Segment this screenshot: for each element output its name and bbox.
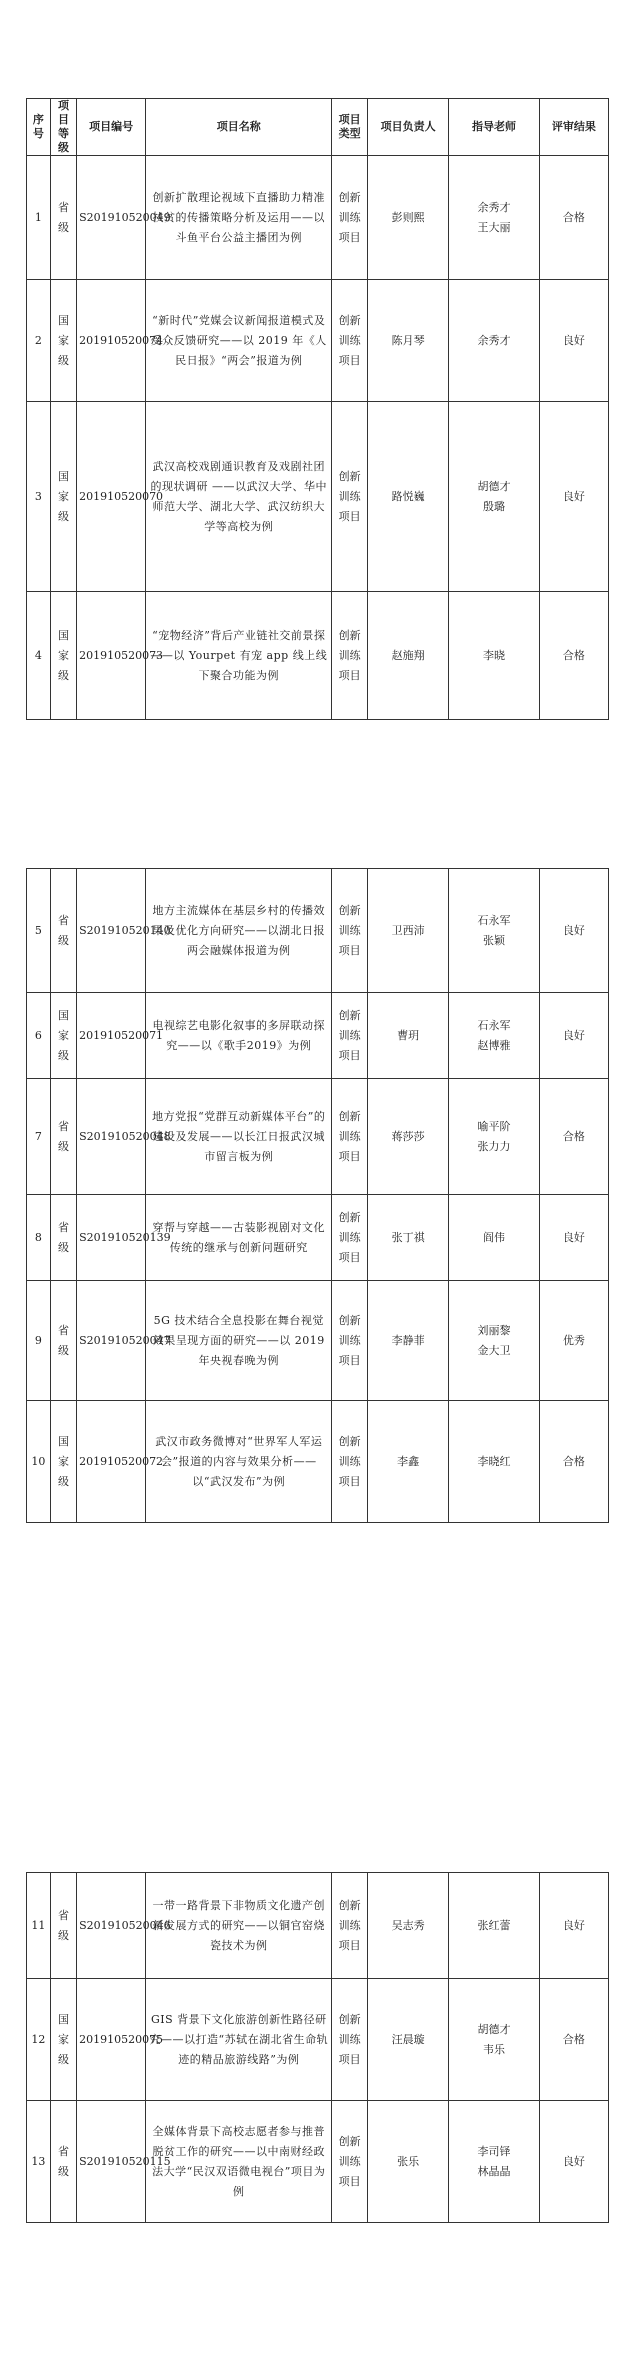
header-level: 项目等级 xyxy=(50,99,76,156)
row-result: 良好 xyxy=(539,869,608,993)
row-advisor: 金大卫 xyxy=(477,1343,511,1357)
row-leader: 汪晨璇 xyxy=(368,1979,449,2101)
row-no: 6 xyxy=(27,993,51,1079)
row-type: 创新训练项目 xyxy=(338,1109,361,1163)
row-level: 国家级 xyxy=(57,313,69,367)
row-no: 10 xyxy=(27,1401,51,1523)
row-type: 创新训练项目 xyxy=(338,469,361,523)
row-level: 省级 xyxy=(57,1323,69,1357)
row-code: S201910520115 xyxy=(77,2101,146,2223)
row-type: 创新训练项目 xyxy=(338,1008,361,1062)
row-name: 穿帮与穿越——古装影视剧对文化传统的继承与创新问题研究 xyxy=(146,1195,332,1281)
table-row xyxy=(27,592,609,720)
row-code: S201910520048 xyxy=(77,1079,146,1195)
row-level: 国家级 xyxy=(57,469,69,523)
row-advisor: 李晓红 xyxy=(477,1454,511,1468)
table-row xyxy=(27,869,609,993)
row-code: 201910520070 xyxy=(77,402,146,592)
row-type: 创新训练项目 xyxy=(338,1434,361,1488)
row-level: 省级 xyxy=(57,200,69,234)
row-result: 合格 xyxy=(539,1401,608,1523)
row-level: 国家级 xyxy=(57,2012,69,2066)
header-result: 评审结果 xyxy=(539,99,608,156)
row-advisor: 阎伟 xyxy=(482,1230,505,1244)
row-type: 创新训练项目 xyxy=(338,313,361,367)
row-result: 合格 xyxy=(539,592,608,720)
row-no: 11 xyxy=(27,1873,51,1979)
row-name: “新时代”党媒会议新闻报道模式及受众反馈研究——以 2019 年《人民日报》“两会”报道为例 xyxy=(146,280,332,402)
row-leader: 彭则熙 xyxy=(368,156,449,280)
row-advisor: 石永军 xyxy=(477,1018,511,1032)
table-row xyxy=(27,156,609,280)
row-code: 201910520071 xyxy=(77,993,146,1079)
row-no: 4 xyxy=(27,592,51,720)
table-row xyxy=(27,1979,609,2101)
row-level: 省级 xyxy=(57,913,69,947)
row-leader: 陈月琴 xyxy=(368,280,449,402)
table-row xyxy=(27,1195,609,1281)
table-row xyxy=(27,2101,609,2223)
table-row xyxy=(27,1873,609,1979)
row-name: 地方党报“党群互动新媒体平台”的建设及发展——以长江日报武汉城市留言板为例 xyxy=(146,1079,332,1195)
row-advisor: 张颖 xyxy=(482,933,505,947)
row-name: 电视综艺电影化叙事的多屏联动探究——以《歌手2019》为例 xyxy=(146,993,332,1079)
row-leader: 赵施翔 xyxy=(368,592,449,720)
header-no: 序号 xyxy=(27,99,51,156)
row-advisor: 余秀才 xyxy=(477,200,511,214)
row-type: 创新训练项目 xyxy=(338,1210,361,1264)
header-type: 项目类型 xyxy=(332,99,368,156)
row-advisor: 林晶晶 xyxy=(477,2164,511,2178)
row-name: 5G 技术结合全息投影在舞台视觉效果呈现方面的研究——以 2019 年央视春晚为例 xyxy=(146,1281,332,1401)
row-code: 201910520075 xyxy=(77,1979,146,2101)
row-code: 201910520074 xyxy=(77,280,146,402)
row-advisor: 李司铎 xyxy=(477,2144,511,2158)
row-name: 全媒体背景下高校志愿者参与推普脱贫工作的研究——以中南财经政法大学“民汉双语微电视台”项目为例 xyxy=(146,2101,332,2223)
row-code: S201910520046 xyxy=(77,1873,146,1979)
row-advisor: 石永军 xyxy=(477,913,511,927)
row-leader: 曹玥 xyxy=(368,993,449,1079)
row-advisor: 喻平阶 xyxy=(477,1119,511,1133)
row-result: 合格 xyxy=(539,156,608,280)
row-no: 9 xyxy=(27,1281,51,1401)
row-name: 一带一路背景下非物质文化遗产创新发展方式的研究——以铜官窑烧瓷技术为例 xyxy=(146,1873,332,1979)
row-leader: 张乐 xyxy=(368,2101,449,2223)
row-result: 良好 xyxy=(539,280,608,402)
table-row xyxy=(27,993,609,1079)
row-result: 合格 xyxy=(539,1079,608,1195)
row-level: 省级 xyxy=(57,1908,69,1942)
row-result: 良好 xyxy=(539,1195,608,1281)
row-advisor: 王大丽 xyxy=(477,220,511,234)
row-name: 武汉市政务微博对“世界军人军运会”报道的内容与效果分析——以“武汉发布”为例 xyxy=(146,1401,332,1523)
row-leader: 李鑫 xyxy=(368,1401,449,1523)
header-code: 项目编号 xyxy=(77,99,146,156)
table-row xyxy=(27,402,609,592)
row-name: “宠物经济”背后产业链社交前景探 ——以 Yourpet 有宠 app 线上线下聚合功能为例 xyxy=(146,592,332,720)
row-no: 5 xyxy=(27,869,51,993)
row-level: 国家级 xyxy=(57,628,69,682)
projects-table-page-2 xyxy=(26,868,609,1523)
projects-table-page-1 xyxy=(26,98,609,720)
row-advisor: 张力力 xyxy=(477,1139,511,1153)
projects-table-page-3 xyxy=(26,1872,609,2223)
row-type: 创新训练项目 xyxy=(338,2134,361,2188)
row-no: 7 xyxy=(27,1079,51,1195)
row-type: 创新训练项目 xyxy=(338,1313,361,1367)
row-level: 省级 xyxy=(57,1220,69,1254)
row-no: 2 xyxy=(27,280,51,402)
row-no: 13 xyxy=(27,2101,51,2223)
row-advisor: 李晓 xyxy=(482,648,505,662)
row-advisor: 张红蕾 xyxy=(477,1918,511,1932)
header-row xyxy=(27,99,609,156)
row-no: 12 xyxy=(27,1979,51,2101)
row-advisor: 刘丽黎 xyxy=(477,1323,511,1337)
row-result: 良好 xyxy=(539,1873,608,1979)
table-row xyxy=(27,1079,609,1195)
row-leader: 张丁祺 xyxy=(368,1195,449,1281)
header-name: 项目名称 xyxy=(146,99,332,156)
row-leader: 蒋莎莎 xyxy=(368,1079,449,1195)
row-result: 合格 xyxy=(539,1979,608,2101)
row-leader: 路悦巍 xyxy=(368,402,449,592)
row-result: 良好 xyxy=(539,2101,608,2223)
header-advisor: 指导老师 xyxy=(449,99,540,156)
row-level: 国家级 xyxy=(57,1434,69,1488)
row-code: 201910520072 xyxy=(77,1401,146,1523)
table-row xyxy=(27,1281,609,1401)
row-code: S201910520049 xyxy=(77,156,146,280)
row-type: 创新训练项目 xyxy=(338,190,361,244)
row-advisor: 赵博雅 xyxy=(477,1038,511,1052)
row-name: 创新扩散理论视域下直播助力精准扶贫的传播策略分析及运用——以斗鱼平台公益主播团为例 xyxy=(146,156,332,280)
row-no: 1 xyxy=(27,156,51,280)
row-leader: 李静菲 xyxy=(368,1281,449,1401)
row-result: 优秀 xyxy=(539,1281,608,1401)
row-leader: 卫西沛 xyxy=(368,869,449,993)
row-advisor: 胡德才 xyxy=(477,479,511,493)
row-advisor: 韦乐 xyxy=(482,2042,505,2056)
table-row xyxy=(27,1401,609,1523)
row-name: GIS 背景下文化旅游创新性路径研究——以打造“苏轼在湖北省生命轨迹的精品旅游线路”为例 xyxy=(146,1979,332,2101)
row-code: S201910520047 xyxy=(77,1281,146,1401)
header-leader: 项目负责人 xyxy=(368,99,449,156)
row-no: 8 xyxy=(27,1195,51,1281)
row-type: 创新训练项目 xyxy=(338,903,361,957)
row-result: 良好 xyxy=(539,993,608,1079)
row-code: S201910520139 xyxy=(77,1195,146,1281)
row-level: 省级 xyxy=(57,1119,69,1153)
row-advisor: 余秀才 xyxy=(477,333,511,347)
row-name: 武汉高校戏剧通识教育及戏剧社团的现状调研 ——以武汉大学、华中师范大学、湖北大学、武汉纺织大学等高校为例 xyxy=(146,402,332,592)
row-leader: 吴志秀 xyxy=(368,1873,449,1979)
row-advisor: 殷璐 xyxy=(482,499,505,513)
table-row xyxy=(27,280,609,402)
row-type: 创新训练项目 xyxy=(338,628,361,682)
row-advisor: 胡德才 xyxy=(477,2022,511,2036)
row-code: S201910520140 xyxy=(77,869,146,993)
row-type: 创新训练项目 xyxy=(338,1898,361,1952)
row-level: 省级 xyxy=(57,2144,69,2178)
row-level: 国家级 xyxy=(57,1008,69,1062)
row-no: 3 xyxy=(27,402,51,592)
row-code: 201910520073 xyxy=(77,592,146,720)
row-result: 良好 xyxy=(539,402,608,592)
row-name: 地方主流媒体在基层乡村的传播效果及优化方向研究——以湖北日报两会融媒体报道为例 xyxy=(146,869,332,993)
row-type: 创新训练项目 xyxy=(338,2012,361,2066)
